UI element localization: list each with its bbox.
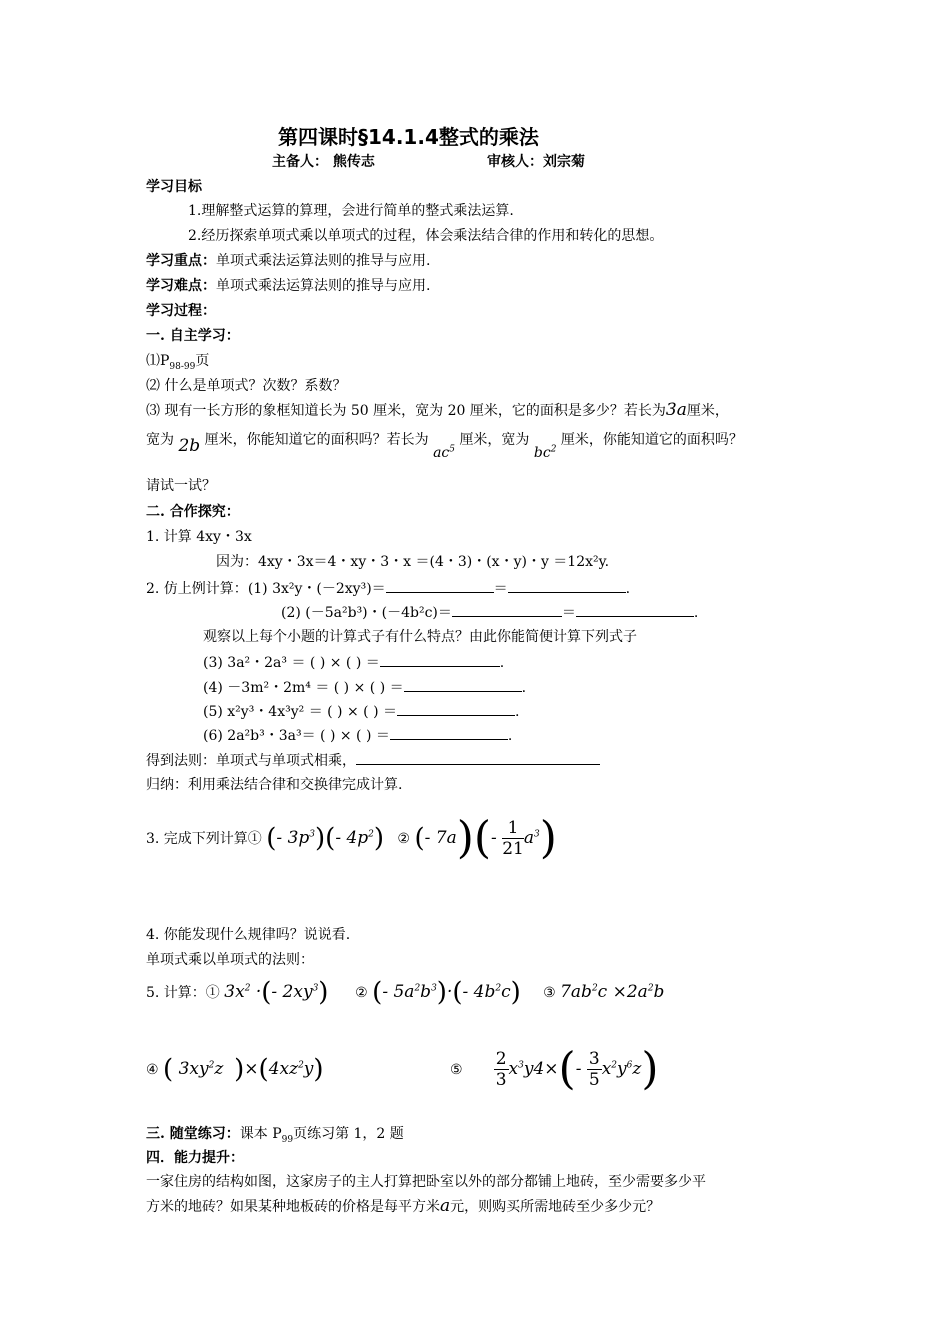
q1-pages: 98-99 — [169, 361, 196, 372]
ex2-prefix: 2. 仿上例计算： — [146, 581, 248, 597]
answer-blank[interactable] — [576, 602, 694, 617]
page-title: 第四课时§14.1.4整式的乘法 — [278, 125, 539, 149]
ex5-prefix: 5. 计算：① — [146, 985, 220, 1001]
focus-label: 学习重点： — [146, 253, 216, 269]
answer-blank[interactable] — [390, 725, 508, 740]
answer-blank[interactable] — [404, 677, 522, 692]
part2-ex3 — [146, 812, 557, 864]
difficulty-text: 单项式乘法运算法则的推导与应用. — [216, 278, 431, 294]
q3-text-b1: 宽为 — [146, 432, 174, 448]
part1-try: 请试一试？ — [146, 478, 216, 494]
part1-q2: ⑵ 什么是单项式？次数？系数？ — [146, 378, 347, 394]
part2-ex4-rule: 单项式乘以单项式的法则： — [146, 952, 314, 968]
q3-math-2b: 2b — [178, 436, 201, 456]
process-heading: 学习过程： — [146, 303, 216, 319]
part1-q3-line1 — [146, 400, 729, 421]
part2-summary: 归纳：利用乘法结合律和交换律完成计算. — [146, 777, 403, 793]
part1-q3-line2 — [146, 429, 743, 461]
answer-blank[interactable] — [356, 750, 600, 765]
equals-sign: ＝ — [561, 605, 576, 621]
q1-prefix: ⑴P — [146, 353, 170, 369]
part2-rule — [146, 750, 600, 771]
p5-text: (5) x²y³・4x³y² ＝ ( ) × ( ) ＝ — [203, 704, 397, 720]
p6-text: (6) 2a²b³・3a³＝ ( ) × ( ) ＝ — [203, 728, 390, 744]
q3-text-b2: 厘米，你能知道它的面积吗？若长为 — [204, 432, 429, 448]
part1-q1 — [146, 351, 209, 371]
q3-text-a: ⑶ 现有一长方形的象框知道长为 50 厘米，宽为 20 厘米，它的面积是多少？若长为 — [146, 403, 666, 419]
answer-blank[interactable] — [508, 578, 626, 593]
part2-ex2-line2 — [281, 602, 698, 623]
part2-p6 — [203, 725, 512, 746]
goal-item-2: 2.经历探索单项式乘以单项式的过程，体会乘法结合律的作用和转化的思想。 — [188, 228, 664, 244]
part4-line2 — [146, 1196, 660, 1217]
part2-heading: 二. 合作探究： — [146, 504, 240, 520]
ex3-prefix: 3. 完成下列计算① — [146, 831, 262, 847]
part3-line — [146, 1124, 404, 1144]
goals-heading: 学习目标 — [146, 179, 202, 195]
part2-ex1: 1. 计算 4xy・3x — [146, 529, 252, 545]
part2-ex1-because: 因为：4xy・3x＝4・xy・3・x ＝(4・3)・(x・y)・y ＝12x²y. — [216, 554, 610, 570]
focus-text: 单项式乘法运算法则的推导与应用. — [216, 253, 431, 269]
answer-blank[interactable] — [386, 578, 494, 593]
ex5-circle-4: ④ — [146, 1062, 159, 1078]
part2-ex5-line1 — [146, 977, 664, 1008]
part2-p4 — [203, 677, 526, 698]
part1-heading: 一. 自主学习： — [146, 328, 240, 344]
preparer: 主备人： 熊传志 — [272, 154, 375, 170]
ex2-item2: (2) (－5a²b³)・(－4b²c)＝ — [281, 605, 452, 621]
ex2-item1: (1) 3x²y・(－2xy³)＝ — [247, 581, 386, 597]
p4-text: (4) －3m²・2m⁴ ＝ ( ) × ( ) ＝ — [203, 680, 404, 696]
ex5-circle-3: ③ — [543, 985, 556, 1001]
part2-ex5-line2b — [450, 1043, 659, 1095]
q3-text-a-end: 厘米， — [686, 403, 729, 419]
part4-line1: 一家住房的结构如图，这家房子的主人打算把卧室以外的部分都铺上地砖，至少需要多少平 — [146, 1174, 706, 1190]
part2-observe: 观察以上每个小题的计算式子有什么特点？由此你能简便计算下列式子 — [203, 629, 637, 645]
equals-sign: ＝ — [493, 581, 508, 597]
answer-blank[interactable] — [397, 701, 515, 716]
period: . — [499, 655, 505, 671]
ex5-expression-4: ( $3xy^2z$ )$\times(4xz^2y)$ — [163, 1054, 324, 1085]
period: . — [693, 605, 699, 621]
part2-p5 — [203, 701, 519, 722]
ex3-expression-1: (- $3p^3)(-$ $4p^2$) — [266, 823, 385, 854]
q3-text-b4: 厘米，你能知道它的面积吗？ — [560, 432, 743, 448]
ex5-expression-5: $\frac{2}{3}$ $x^3y4\times(-$ $\frac{3}{5}$ $x^2y^6z$) — [495, 1043, 659, 1095]
period: . — [625, 581, 631, 597]
rule-text: 得到法则：单项式与单项式相乘， — [146, 753, 356, 769]
part2-ex4: 4. 你能发现什么规律吗？说说看. — [146, 927, 351, 943]
period: . — [507, 728, 513, 744]
ex5-expression-1: $3x^2$ ·(- $2xy^3$) — [224, 977, 329, 1008]
part3-heading: 三. 随堂练习： — [146, 1126, 240, 1142]
part2-ex5-line2a — [146, 1054, 324, 1085]
ex5-circle-5: ⑤ — [450, 1062, 463, 1078]
part4-heading: 四．能力提升： — [146, 1150, 244, 1166]
part4-text-a: 方米的地砖？如果某种地板砖的价格是每平方米 — [146, 1199, 440, 1215]
q3-math-ac5: $ac^5$ — [433, 444, 455, 461]
goal-item-1: 1.理解整式运算的算理，会进行简单的整式乘法运算. — [188, 203, 514, 219]
part3-page: 99 — [281, 1134, 294, 1145]
ex5-circle-2: ② — [355, 985, 368, 1001]
reviewer: 审核人：刘宗菊 — [487, 154, 585, 170]
q1-suffix: 页 — [195, 353, 210, 369]
focus-line — [146, 251, 430, 271]
part2-p3 — [203, 652, 504, 673]
part3-text-prefix: 课本 P — [239, 1126, 282, 1142]
ex3-expression-2: (- 7a)(- $\frac{1}{21}$ $a^3$) — [414, 812, 557, 864]
period: . — [521, 680, 527, 696]
period: . — [514, 704, 520, 720]
answer-blank[interactable] — [452, 602, 562, 617]
part4-text-b: 元，则购买所需地砖至少多少元？ — [450, 1199, 661, 1215]
ex5-expression-3: $7ab^2c \times 2a^2b$ — [560, 982, 665, 1002]
part4-math-a: a — [440, 1196, 451, 1216]
q3-math-bc2: $bc^2$ — [533, 444, 557, 461]
ex3-circle-2: ② — [397, 831, 410, 847]
ex5-expression-2: (- $5a^2b^3)\cdot(-$ $4b^2c$) — [372, 977, 521, 1008]
p3-text: (3) 3a²・2a³ ＝ ( ) × ( ) ＝ — [203, 655, 380, 671]
difficulty-line — [146, 276, 430, 296]
q3-math-3a: 3a — [665, 400, 687, 420]
difficulty-label: 学习难点： — [146, 278, 216, 294]
part3-text-suffix: 页练习第 1，2 题 — [293, 1126, 404, 1142]
part2-ex2-line1 — [146, 578, 630, 599]
q3-text-b3: 厘米，宽为 — [459, 432, 530, 448]
answer-blank[interactable] — [380, 652, 500, 667]
